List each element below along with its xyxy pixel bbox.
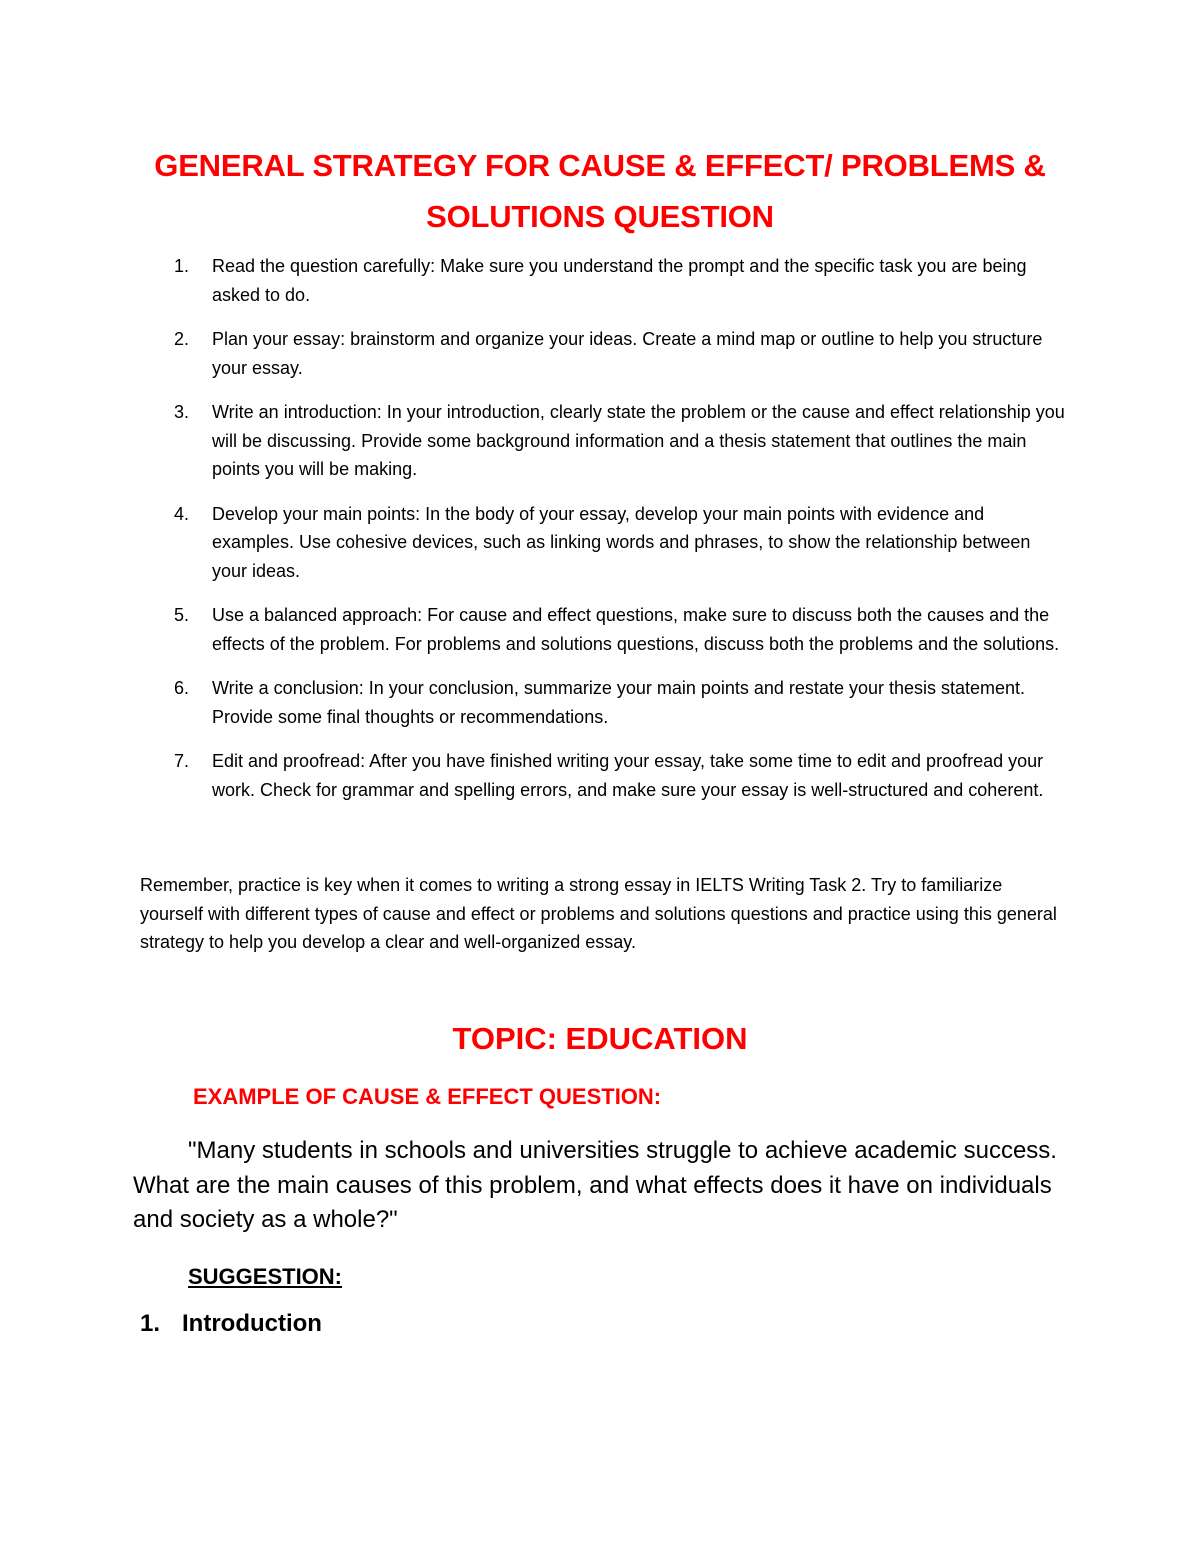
step-number: 6. [174,678,190,698]
step-number: 3. [174,402,190,422]
list-item [140,398,1065,484]
step-text: Edit and proofread: After you have finished writing your essay, take some time to edit and proofread your work. Check for grammar and spelling errors, and make sure your essay is well-structured and coherent. [212,751,1044,800]
list-item [140,674,1065,731]
introduction-number: 1. [140,1310,161,1337]
strategy-steps-list [140,252,1065,820]
example-heading: EXAMPLE OF CAUSE & EFFECT QUESTION: [193,1084,662,1109]
list-item [140,601,1065,658]
step-number: 1. [174,256,190,276]
step-text: Read the question carefully: Make sure you understand the prompt and the specific task you are being asked to do. [212,256,1027,305]
suggestion-heading: SUGGESTION: [188,1264,343,1289]
list-item [140,325,1065,382]
step-text: Write an introduction: In your introduction, clearly state the problem or the cause and effect relationship you will be discussing. Provide some background information and a thesis statement that outlines the main points you will be making. [212,402,1065,479]
step-text: Develop your main points: In the body of your essay, develop your main points with evidence and examples. Use cohesive devices, such as linking words and phrases, to show the relationship between your ideas. [212,503,1031,581]
example-question: "Many students in schools and universities struggle to achieve academic success. What are the main causes of this problem, and what effects does it have on individuals and society as a whole?" [133,1137,1057,1233]
step-text: Use a balanced approach: For cause and effect questions, make sure to discuss both the causes and the effects of the problem. For problems and solutions questions, discuss both the problems and the solutions. [212,605,1060,654]
step-number: 5. [174,605,190,625]
list-item [140,747,1065,804]
introduction-heading [140,1306,322,1342]
list-item [140,252,1065,309]
page-title: GENERAL STRATEGY FOR CAUSE & EFFECT/ PROBLEMS & SOLUTIONS QUESTION [154,148,1046,234]
step-text: Write a conclusion: In your conclusion, summarize your main points and restate your thesis statement. Provide some final thoughts or recommendations. [212,678,1026,727]
introduction-label: Introduction [182,1310,322,1337]
list-item [140,500,1065,586]
step-number: 2. [174,329,190,349]
step-number: 7. [174,751,190,771]
step-text: Plan your essay: brainstorm and organize your ideas. Create a mind map or outline to help you structure your essay. [212,329,1043,378]
step-number: 4. [174,503,190,524]
remember-paragraph: Remember, practice is key when it comes to writing a strong essay in IELTS Writing Task 2. Try to familiarize yourself with different types of cause and effect or problems and solutions questions and practice using this general strategy to help you develop a clear and well-organized essay. [140,875,1057,952]
topic-heading: TOPIC: EDUCATION [452,1021,748,1056]
